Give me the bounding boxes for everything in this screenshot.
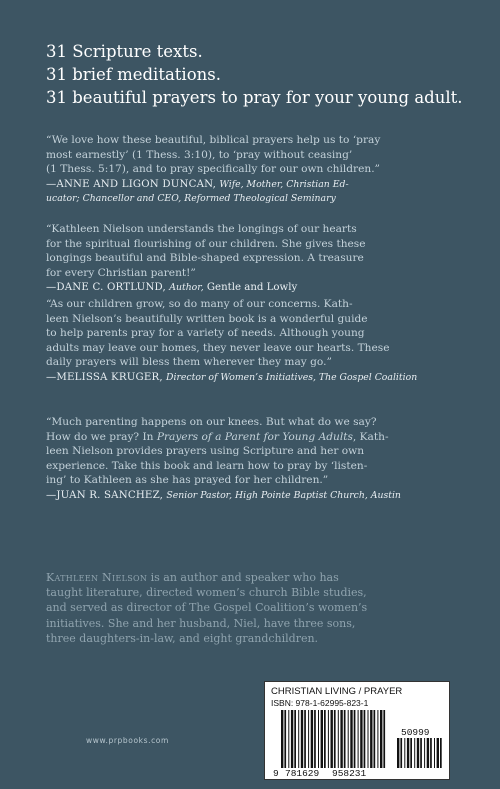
barcode-bar — [400, 738, 402, 768]
quote-line: to help parents pray for a variety of needs. Although young — [46, 327, 365, 340]
quote-line: for every Christian parent!” — [46, 266, 196, 279]
endorser-book: Gentle and Lowly — [206, 282, 298, 294]
barcode-bar — [414, 738, 415, 768]
quote-line: “As our children grow, so do many of our concerns. Kath- — [46, 298, 353, 310]
barcode-bar — [340, 710, 342, 768]
quote-line: adults may leave our homes, they never leave our hearts. These — [46, 341, 390, 354]
endorser-name: —JUAN R. SANCHEZ, — [46, 489, 164, 501]
barcode-bar — [298, 710, 299, 768]
barcode-bar — [407, 738, 409, 768]
endorsement-ortlund — [46, 222, 466, 296]
endorsement-quote — [46, 415, 466, 488]
quote-line: leen Nielson’s beautifully written book is a wonderful guide — [46, 312, 368, 325]
quote-line: experience. Take this book and learn how to pray by ‘listen- — [46, 459, 368, 472]
quote-line: most earnestly’ (1 Thess. 3:10), to ‘pray without ceasing’ — [46, 148, 353, 161]
headline — [46, 40, 486, 109]
barcode-bar — [334, 710, 336, 768]
barcode-bar — [344, 710, 346, 768]
barcode-bar — [321, 710, 323, 768]
barcode-bar — [331, 710, 333, 768]
bio-line: taught literature, directed women’s church Bible studies, — [46, 586, 367, 600]
barcode-bar — [328, 710, 329, 768]
endorser-name: —MELISSA KRUGER, — [46, 371, 163, 383]
endorser-role: Senior Pastor, High Pointe Baptist Church, Austin — [166, 489, 401, 501]
author-bio — [46, 570, 466, 646]
headline-line: 31 brief meditations. — [46, 65, 221, 84]
barcode-bar — [318, 710, 319, 768]
endorser-role: Wife, Mother, Christian Ed- — [219, 178, 349, 190]
barcode-bar — [424, 738, 425, 768]
barcode-category: CHRISTIAN LIVING / PRAYER — [271, 686, 403, 697]
endorsement-attribution — [46, 178, 466, 207]
barcode-bar — [427, 738, 429, 768]
barcode-bar — [360, 710, 362, 768]
barcode-bar — [374, 710, 376, 768]
endorser-role: ucator; Chancellor and CEO, Reformed Theological Seminary — [46, 193, 336, 205]
quote-line: “Much parenting happens on our knees. But what do we say? — [46, 416, 377, 428]
publisher-website: www.prpbooks.com — [86, 736, 169, 745]
quote-line: ing’ to Kathleen as she has prayed for her children.” — [46, 474, 329, 487]
barcode-bar — [311, 710, 313, 768]
barcode-addon-bars — [397, 738, 442, 768]
barcode-bar — [354, 710, 356, 768]
barcode-bar — [301, 710, 303, 768]
barcode-bar — [304, 710, 306, 768]
barcode-graphic — [265, 682, 451, 781]
bio-line: and served as director of The Gospel Coalition’s women’s — [46, 601, 368, 615]
endorser-name: —ANNE AND LIGON DUNCAN, — [46, 178, 217, 190]
quote-line: (1 Thess. 5:17), and to pray specifically for our own children.” — [46, 163, 380, 176]
ean-left-digits: 781629 — [285, 768, 320, 779]
endorser-name: —DANE C. ORTLUND, — [46, 282, 166, 294]
endorsement-quote — [46, 222, 466, 280]
endorsement-sanchez — [46, 415, 466, 504]
barcode-bar — [377, 710, 378, 768]
barcode-bar — [410, 738, 412, 768]
bio-line: initiatives. She and her husband, Niel, have three sons, — [46, 616, 356, 630]
barcode-isbn: ISBN: 978-1-62995-823-1 — [271, 698, 369, 708]
quote-text: How do we pray? In — [46, 430, 157, 443]
ean-lead-digit: 9 — [273, 768, 279, 779]
barcode-bar — [338, 710, 339, 768]
barcode-bar — [370, 710, 372, 768]
barcode-bar — [430, 738, 432, 768]
quote-text: , Kath- — [352, 430, 389, 443]
barcode-bar — [308, 710, 309, 768]
endorsement-quote — [46, 297, 466, 370]
barcode-bar — [434, 738, 435, 768]
ean-right-digits: 958231 — [332, 768, 367, 779]
barcode-bar — [383, 710, 385, 768]
barcode-bar — [281, 710, 283, 768]
bio-line: three daughters-in-law, and eight grandchildren. — [46, 631, 319, 645]
barcode-bar — [350, 710, 352, 768]
barcode-bar — [314, 710, 316, 768]
quote-line: leen Nielson provides prayers using Scripture and her own — [46, 445, 365, 458]
endorser-role: Director of Women’s Initiatives, The Gospel Coalition — [166, 371, 418, 383]
barcode-bar — [380, 710, 382, 768]
bio-author-name: Kathleen Nielson — [46, 571, 148, 584]
barcode-bar — [324, 710, 326, 768]
bio-line — [46, 570, 466, 585]
quote-line: longings beautiful and Bible-shaped expression. A treasure — [46, 252, 364, 265]
barcode-box — [264, 681, 450, 780]
bio-text: is an author and speaker who has — [147, 571, 339, 584]
endorsement-attribution — [46, 281, 466, 296]
endorsement-kruger — [46, 297, 466, 386]
quote-line: daily prayers will bless them wherever they may go.” — [46, 356, 332, 369]
headline-line: 31 beautiful prayers to pray for your young adult. — [46, 88, 463, 107]
barcode-bar — [284, 710, 286, 768]
barcode-bar — [437, 738, 439, 768]
barcode-bar — [291, 710, 293, 768]
barcode-bar — [358, 710, 359, 768]
barcode-bar — [364, 710, 366, 768]
price-code: 50999 — [401, 727, 430, 738]
quote-line: “Kathleen Nielson understands the longings of our hearts — [46, 223, 357, 235]
barcode-bar — [440, 738, 442, 768]
barcode-bar — [294, 710, 296, 768]
barcode-bar — [368, 710, 369, 768]
quote-line: for the spiritual flourishing of our children. She gives these — [46, 237, 366, 250]
endorser-role: Author, — [169, 282, 204, 294]
barcode-bar — [288, 710, 289, 768]
barcode-main-bars — [281, 710, 385, 768]
barcode-bar — [404, 738, 405, 768]
quote-line — [46, 430, 466, 445]
quote-line: “We love how these beautiful, biblical prayers help us to ‘pray — [46, 134, 381, 146]
endorsement-duncan — [46, 133, 466, 207]
barcode-bar — [348, 710, 349, 768]
book-title: Prayers of a Parent for Young Adults — [156, 430, 353, 443]
endorsement-attribution — [46, 371, 466, 386]
barcode-bar — [397, 738, 399, 768]
endorsement-attribution — [46, 489, 466, 504]
barcode-bar — [417, 738, 419, 768]
barcode-bar — [420, 738, 422, 768]
endorsement-quote — [46, 133, 466, 177]
headline-line: 31 Scripture texts. — [46, 42, 203, 61]
